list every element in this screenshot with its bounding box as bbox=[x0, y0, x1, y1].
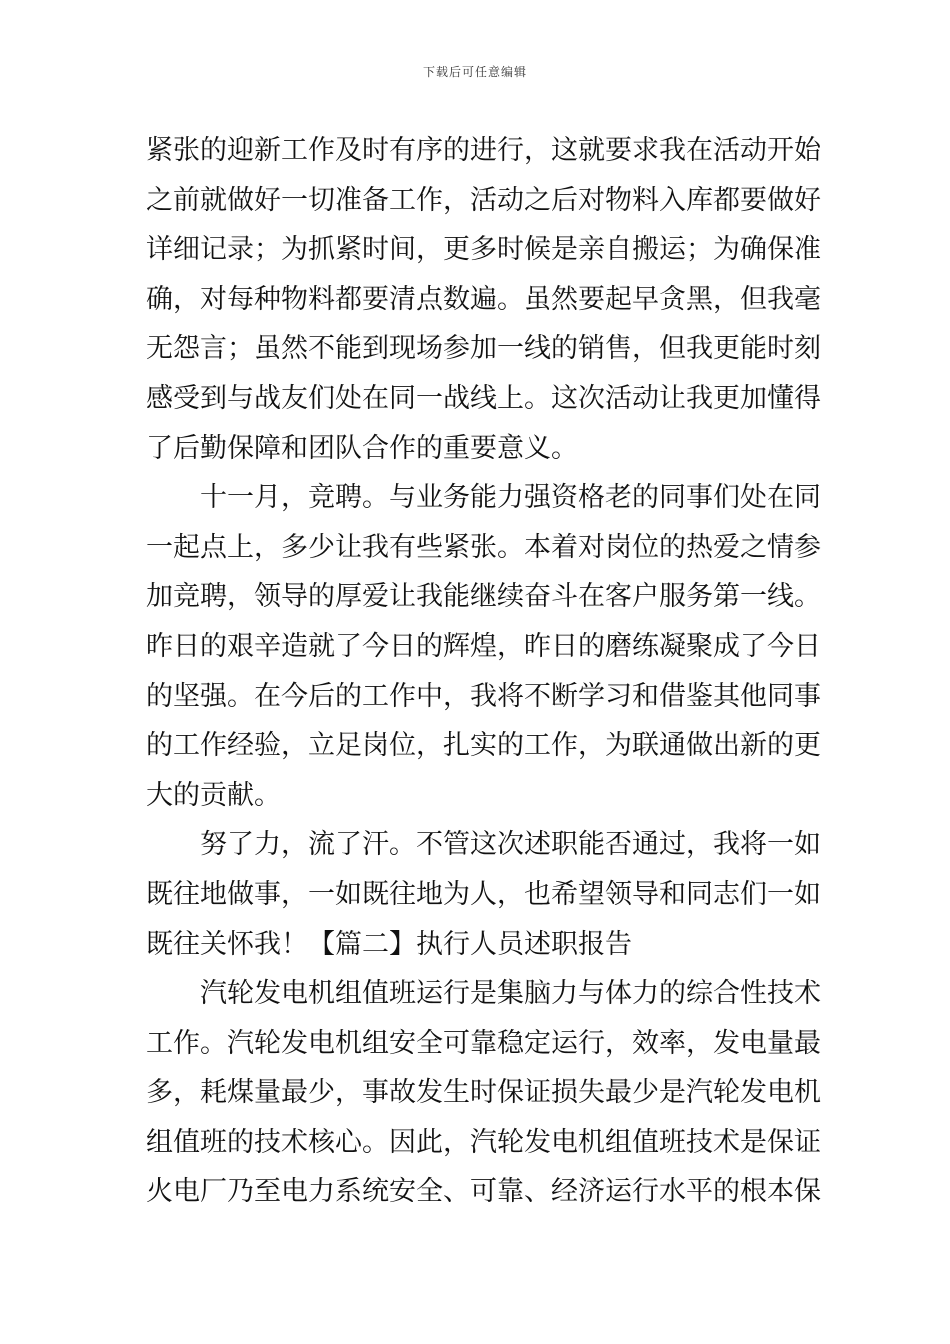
text-line: 感受到与战友们处在同一战线上。这次活动让我更加懂得 bbox=[146, 382, 821, 414]
text-line: 了后勤保障和团队合作的重要意义。 bbox=[146, 432, 578, 464]
text-line: 既往关怀我！【篇二】执行人员述职报告 bbox=[146, 928, 632, 960]
text-line: 一起点上，多少让我有些紧张。本着对岗位的热爱之情参 bbox=[146, 531, 821, 563]
text-line: 紧张的迎新工作及时有序的进行，这就要求我在活动开始 bbox=[146, 135, 821, 166]
text-line: 十一月，竞聘。与业务能力强资格老的同事们处在同 bbox=[146, 482, 821, 514]
text-line: 工作。汽轮发电机组安全可靠稳定运行，效率，发电量最 bbox=[146, 1027, 821, 1059]
text-line: 既往地做事，一如既往地为人，也希望领导和同志们一如 bbox=[146, 878, 821, 910]
text-line: 昨日的艰辛造就了今日的辉煌，昨日的磨练凝聚成了今日 bbox=[146, 630, 821, 662]
text-line: 详细记录；为抓紧时间，更多时候是亲自搬运；为确保准 bbox=[146, 234, 821, 266]
text-line: 的工作经验，立足岗位，扎实的工作，为联通做出新的更 bbox=[146, 730, 821, 762]
text-line: 努了力，流了汗。不管这次述职能否通过，我将一如 bbox=[146, 829, 821, 861]
document-body bbox=[146, 126, 821, 1217]
text-line: 多，耗煤量最少，事故发生时保证损失最少是汽轮发电机 bbox=[146, 1077, 821, 1109]
text-line: 大的贡献。 bbox=[146, 779, 281, 811]
page-header: 下载后可任意编辑 bbox=[422, 65, 527, 79]
text-line: 之前就做好一切准备工作，活动之后对物料入库都要做好 bbox=[146, 184, 821, 216]
text-line: 确，对每种物料都要清点数遍。虽然要起早贪黑，但我毫 bbox=[146, 283, 821, 315]
text-line: 无怨言；虽然不能到现场参加一线的销售，但我更能时刻 bbox=[146, 333, 821, 365]
text-line: 组值班的技术核心。因此，汽轮发电机组值班技术是保证 bbox=[146, 1126, 821, 1158]
text-line: 火电厂乃至电力系统安全、可靠、经济运行水平的根本保 bbox=[146, 1176, 821, 1208]
text-line: 的坚强。在今后的工作中，我将不断学习和借鉴其他同事 bbox=[146, 680, 821, 712]
text-line: 加竞聘，领导的厚爱让我能继续奋斗在客户服务第一线。 bbox=[146, 581, 821, 613]
text-line: 汽轮发电机组值班运行是集脑力与体力的综合性技术 bbox=[146, 978, 821, 1010]
